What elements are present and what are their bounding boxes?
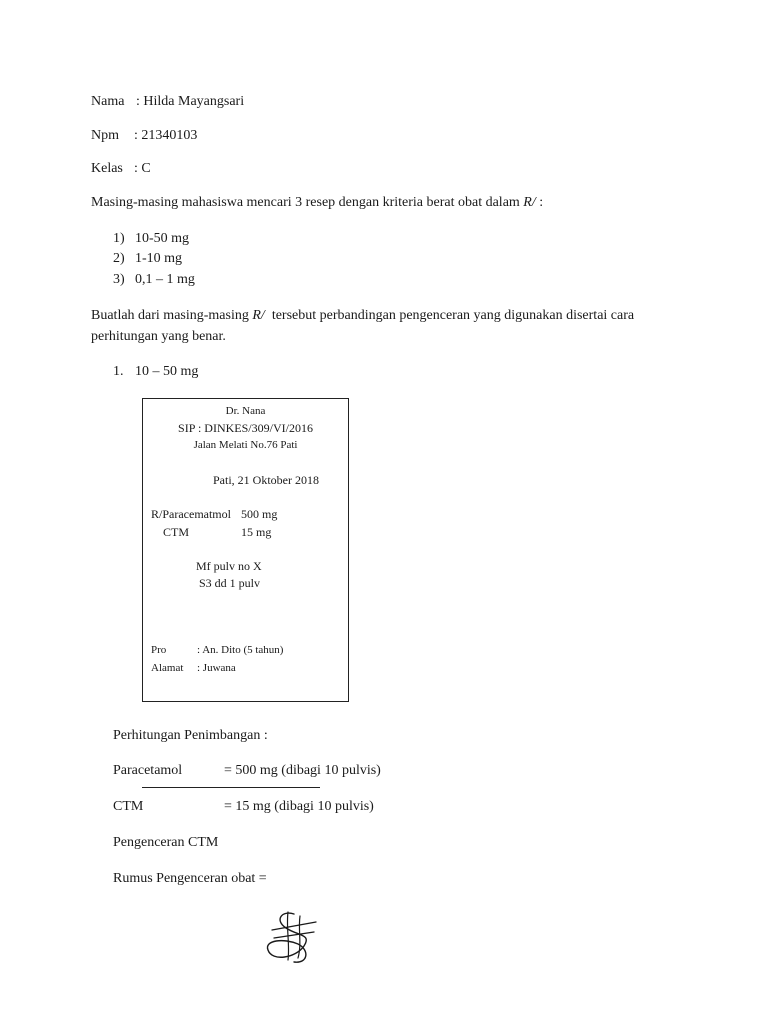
task-intro-text: Masing-masing mahasiswa mencari 3 resep dengan kriteria berat obat dalam <box>91 195 520 210</box>
name-label: Nama <box>91 94 125 109</box>
calculation-heading: Perhitungan Penimbangan : <box>113 728 268 743</box>
calc-name: CTM <box>113 799 144 814</box>
doctor-address: Jalan Melati No.76 Pati <box>193 439 298 451</box>
instruction-line-2: perhitungan yang benar. <box>91 329 226 344</box>
name-row <box>91 93 244 111</box>
instruction-text-a: Buatlah dari masing-masing <box>91 308 249 323</box>
kelas-label: Kelas <box>91 161 123 176</box>
compounding-instruction: Mf pulv no X <box>196 559 262 573</box>
kelas-value: : C <box>134 161 151 176</box>
section-title: 10 – 50 mg <box>135 364 199 379</box>
instruction-text-b: tersebut perbandingan pengenceran yang digunakan disertai cara <box>271 308 635 323</box>
item-name: R/Paracematmol <box>151 507 231 521</box>
calc-name: Paracetamol <box>113 763 183 778</box>
calculation-row <box>113 762 381 780</box>
npm-value: : 21340103 <box>134 128 198 143</box>
patient-row <box>151 643 283 657</box>
criteria-text: 1-10 mg <box>135 251 183 266</box>
instruction-line-1 <box>91 307 634 325</box>
task-intro-end: : <box>539 195 544 210</box>
criteria-text: 10-50 mg <box>135 231 190 246</box>
criteria-num: 3) <box>113 272 125 287</box>
npm-label: Npm <box>91 128 119 143</box>
criteria-num: 2) <box>113 251 125 266</box>
calculation-row <box>113 798 374 816</box>
criteria-item <box>113 271 195 289</box>
instruction-rx: R/ <box>252 308 265 323</box>
dilution-heading: Pengenceran CTM <box>113 835 219 850</box>
criteria-item <box>113 230 189 248</box>
patient-value: : An. Dito (5 tahun) <box>197 644 284 656</box>
item-dose: 500 mg <box>241 507 278 521</box>
doctor-name: Dr. Nana <box>225 405 266 417</box>
kelas-row <box>91 160 151 178</box>
prescription-item <box>163 524 271 540</box>
address-value: : Juwana <box>197 662 236 674</box>
item-dose: 15 mg <box>241 525 272 539</box>
address-row <box>151 661 236 675</box>
prescription-date: Pati, 21 Oktober 2018 <box>213 473 319 487</box>
calculation-divider <box>142 787 320 788</box>
doctor-sip: SIP : DINKES/309/VI/2016 <box>178 421 313 435</box>
section-heading <box>113 363 198 381</box>
npm-row <box>91 127 197 145</box>
name-value: : Hilda Mayangsari <box>136 94 245 109</box>
calc-value: = 500 mg (dibagi 10 pulvis) <box>224 763 381 778</box>
address-label: Alamat <box>151 662 184 674</box>
task-intro <box>91 194 543 212</box>
calc-value: = 15 mg (dibagi 10 pulvis) <box>224 799 374 814</box>
patient-label: Pro <box>151 644 167 656</box>
criteria-item <box>113 250 182 268</box>
criteria-num: 1) <box>113 231 125 246</box>
section-num: 1. <box>113 364 124 379</box>
prescription-box <box>142 398 349 702</box>
criteria-text: 0,1 – 1 mg <box>135 272 195 287</box>
formula-label: Rumus Pengenceran obat = <box>113 871 267 886</box>
signature-icon <box>264 908 324 968</box>
task-intro-rx: R/ <box>523 195 536 210</box>
item-name: CTM <box>163 525 190 539</box>
prescription-item <box>151 506 277 522</box>
signa-instruction: S3 dd 1 pulv <box>199 576 261 590</box>
